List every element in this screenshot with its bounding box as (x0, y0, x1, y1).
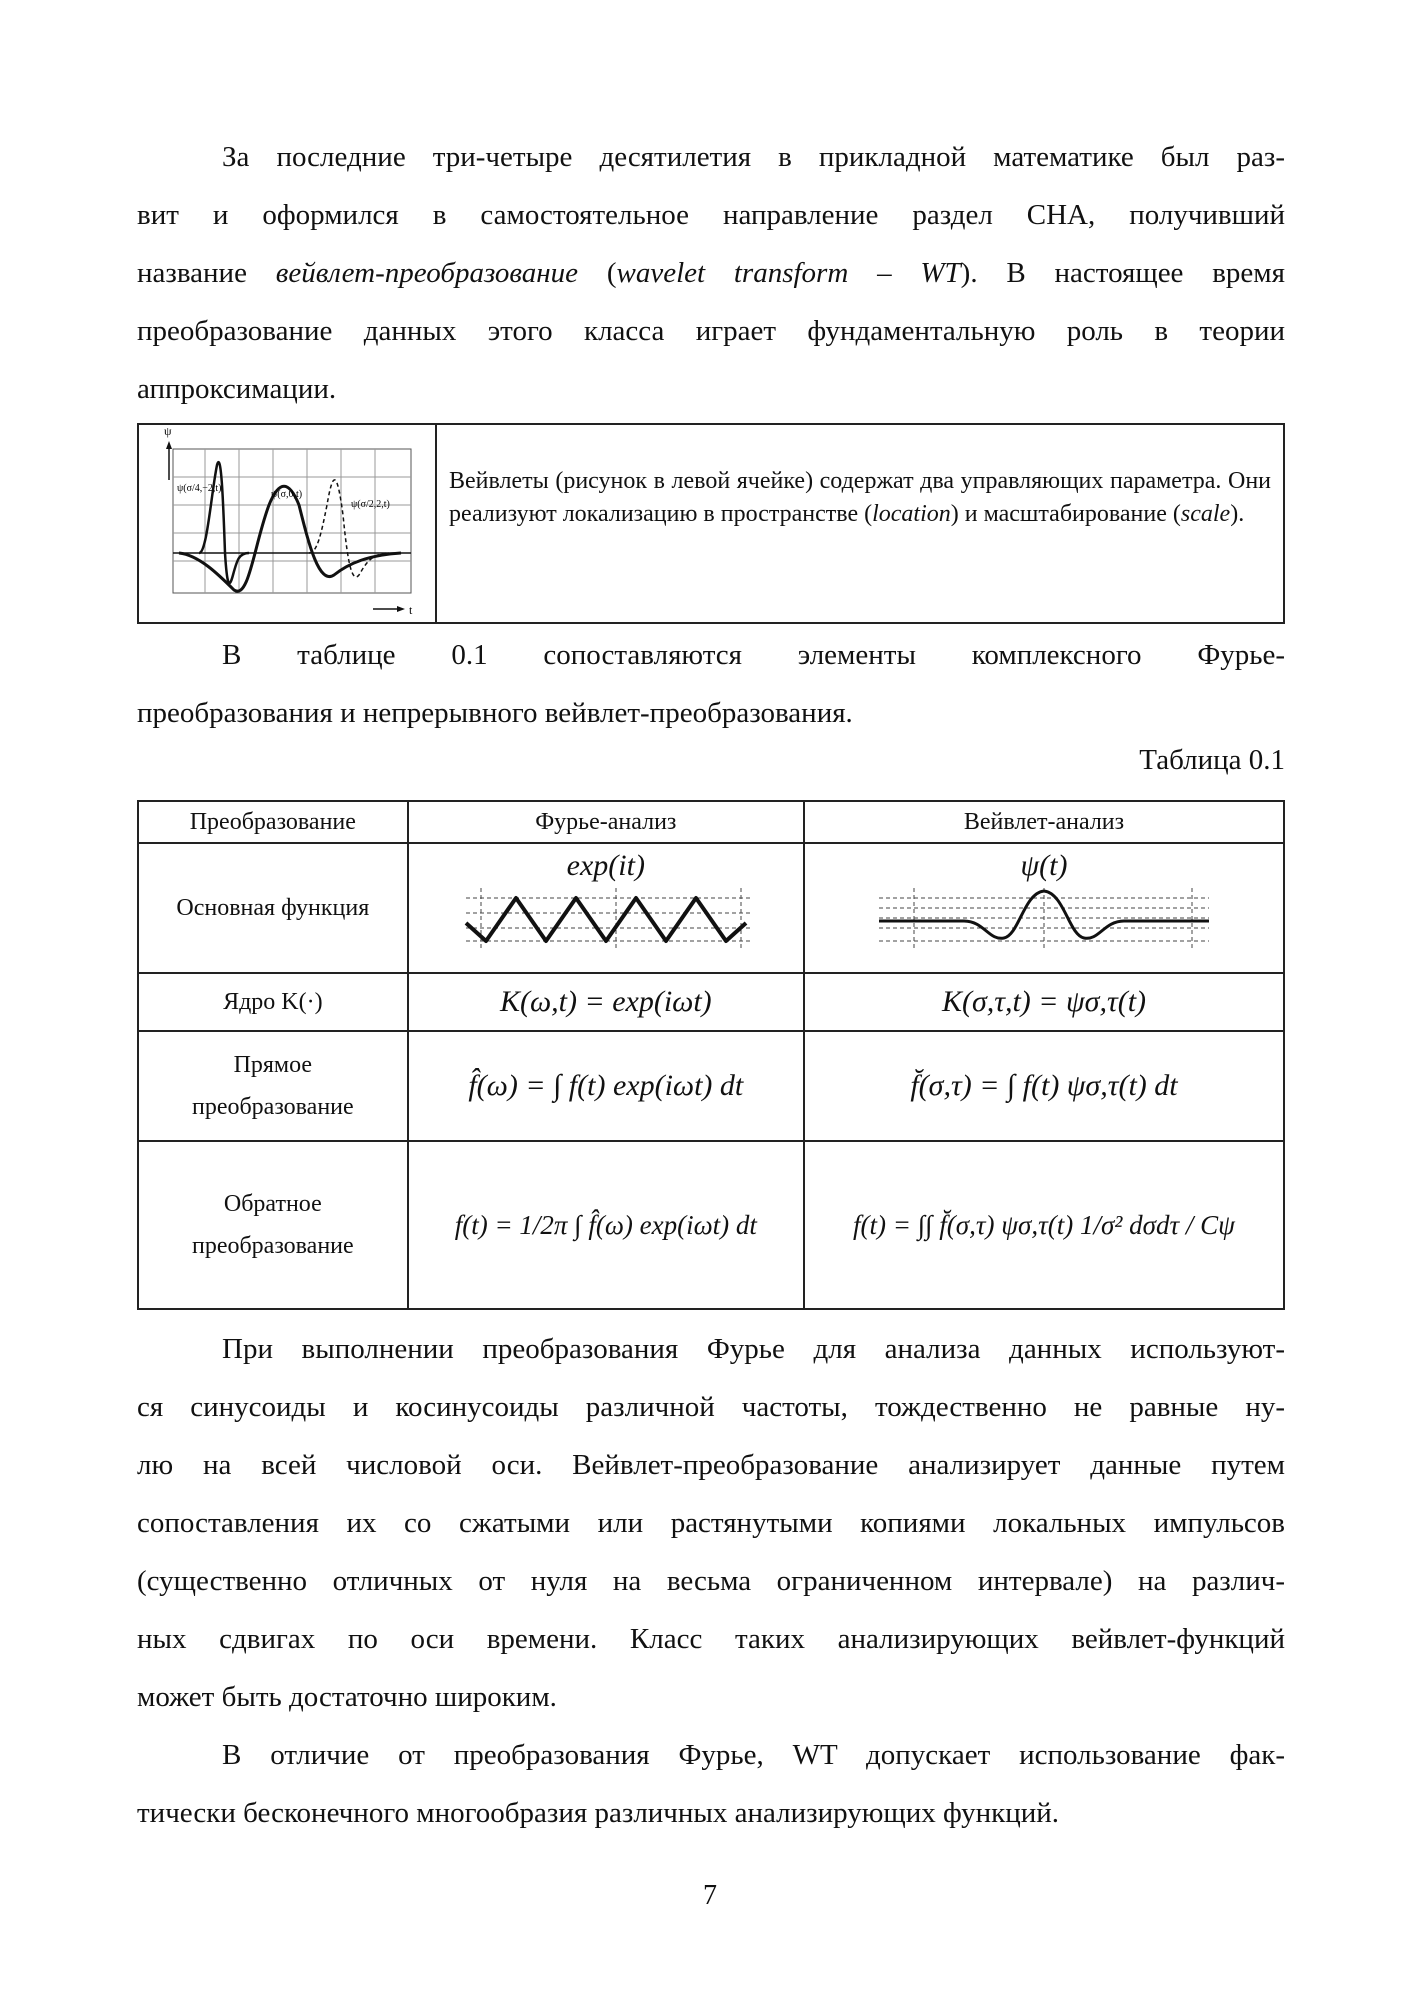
para3-line6: ных сдвигах по оси времени. Класс таких анализирующих вейвлет-функций (137, 1623, 1285, 1655)
label-psi-mid: ψ(σ,0,t) (271, 489, 303, 500)
t-axis-label: t (409, 603, 413, 617)
paragraph-fourier-vs-wavelet (137, 1320, 1285, 1726)
para1-line5: аппроксимации. (137, 373, 337, 405)
sine-wave-graph (456, 883, 756, 953)
wavelet-basis-cell (804, 843, 1284, 973)
row-label-inverse: Обратное преобразование (138, 1141, 408, 1309)
fourier-inverse-formula: f(t) = 1/2π ∫ f̂(ω) exp(iωt) dt (408, 1141, 804, 1309)
psi-axis-label: ψ (164, 425, 172, 438)
row-label-direct: Прямое преобразование (138, 1031, 408, 1141)
paragraph-intro (137, 128, 1285, 418)
label-psi-left: ψ(σ/4,−2,t) (177, 483, 222, 494)
para1-line2: вит и оформился в самостоятельное направление раздел СНА, получивший (137, 199, 1285, 231)
row-label-basis: Основная функция (138, 843, 408, 973)
para3-line3: лю на всей числовой оси. Вейвлет-преобразование анализирует данные путем (137, 1449, 1285, 1481)
wavelet-basis-formula: ψ(t) (1020, 848, 1068, 882)
wavelet-direct-formula: f̆(σ,τ) = ∫ f(t) ψσ,τ(t) dt (804, 1031, 1284, 1141)
fourier-basis-formula: exp(it) (566, 848, 645, 882)
wavelet-graph (139, 425, 431, 622)
para3-line4: сопоставления их со сжатыми или растянутыми копиями локальных импульсов (137, 1507, 1285, 1539)
para2-line2: преобразования и непрерывного вейвлет-преобразования. (137, 697, 853, 729)
para4-line2: тически бесконечного многообразия различных анализирующих функций. (137, 1797, 1059, 1829)
para3-line5: (существенно отличных от нуля на весьма ограниченном интервале) на различ- (137, 1565, 1285, 1597)
wavelet-kernel-formula: K(σ,τ,t) = ψσ,τ(t) (804, 973, 1284, 1031)
para3-line7: может быть достаточно широким. (137, 1681, 557, 1713)
comparison-table (137, 800, 1285, 1310)
figure-table (137, 423, 1285, 624)
paragraph-conclusion (137, 1726, 1285, 1842)
dashed-wavelet-curve (309, 480, 389, 577)
label-psi-right: ψ(σ/2,2,t) (351, 499, 390, 510)
header-fourier: Фурье-анализ (408, 801, 804, 843)
table-caption: Таблица 0.1 (1139, 744, 1285, 776)
paragraph-table-intro (137, 626, 1285, 742)
para1-line1: За последние три-четыре десятилетия в прикладной математике был раз- (222, 141, 1285, 173)
para2-line1: В таблице 0.1 сопоставляются элементы комплексного Фурье- (222, 639, 1285, 671)
para1-line3: название вейвлет-преобразование (wavelet transform – WT). В настоящее время (137, 257, 1285, 289)
row-label-kernel: Ядро K(·) (138, 973, 408, 1031)
fourier-kernel-formula: K(ω,t) = exp(iωt) (408, 973, 804, 1031)
para3-line2: ся синусоиды и косинусоиды различной частоты, тождественно не равные ну- (137, 1391, 1285, 1423)
header-transform: Преобразование (138, 801, 408, 843)
page-number: 7 (703, 1880, 717, 1911)
table-header-row (138, 801, 1284, 843)
para4-line1: В отличие от преобразования Фурье, WT допускает использование фак- (222, 1739, 1285, 1771)
wavelet-figure (139, 425, 437, 622)
table-row (138, 973, 1284, 1031)
fourier-basis-cell (408, 843, 804, 973)
para3-line1: При выполнении преобразования Фурье для анализа данных используют- (222, 1333, 1285, 1365)
wavelet-inverse-formula: f(t) = ∫∫ f̆(σ,τ) ψσ,τ(t) 1/σ² dσdτ / Cψ (804, 1141, 1284, 1309)
figure-caption: Вейвлеты (рисунок в левой ячейке) содержат два управляющих параметра. Они реализуют локализацию в пространстве (location) и масштабирование (scale). (449, 468, 1271, 527)
fourier-direct-formula: f̂(ω) = ∫ f(t) exp(iωt) dt (408, 1031, 804, 1141)
sine-wave-curve (466, 898, 746, 941)
header-wavelet: Вейвлет-анализ (804, 801, 1284, 843)
table-row (138, 1141, 1284, 1309)
para1-line4: преобразование данных этого класса играет фундаментальную роль в теории (137, 315, 1285, 347)
wavelet-wave-graph (874, 883, 1214, 953)
table-row (138, 1031, 1284, 1141)
table-row (138, 843, 1284, 973)
